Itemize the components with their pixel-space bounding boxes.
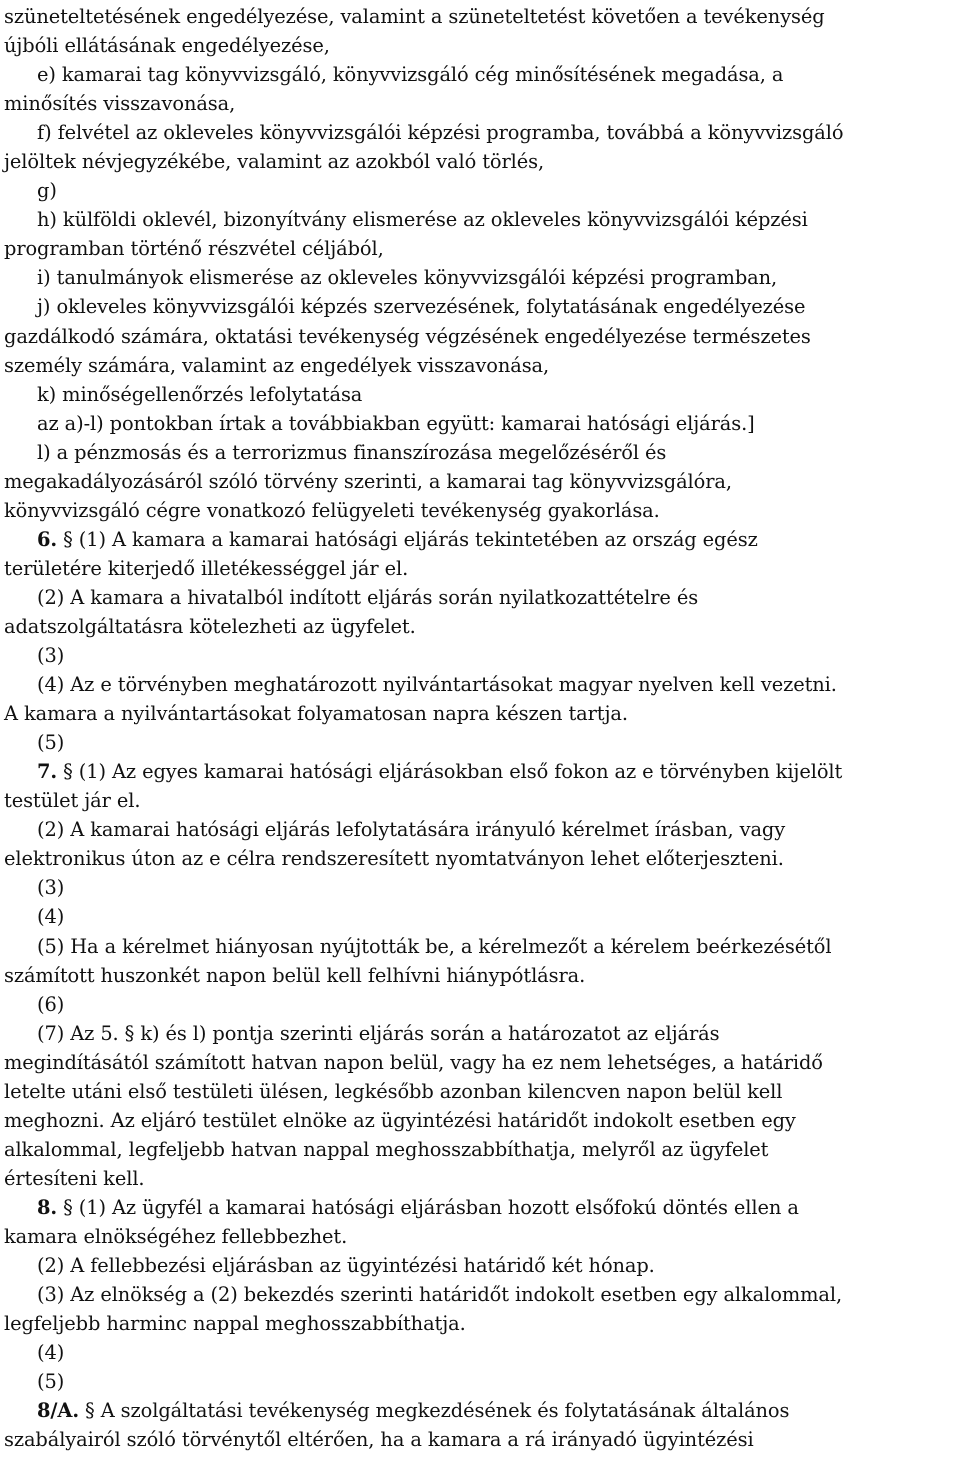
line-text: újbóli ellátásának engedélyezése,	[4, 34, 330, 58]
text-line	[4, 670, 958, 699]
line-text: k) minőségellenőrzés lefolytatása	[37, 382, 363, 406]
text-line	[4, 409, 958, 438]
line-text: jelöltek névjegyzékébe, valamint az azokból való törlés,	[4, 150, 545, 174]
text-line	[4, 2, 958, 31]
section-number: 7.	[37, 760, 58, 784]
line-text: gazdálkodó számára, oktatási tevékenység végzésének engedélyezése természetes	[4, 324, 811, 348]
line-text: g)	[37, 179, 57, 203]
text-line	[4, 990, 958, 1019]
text-line	[4, 786, 958, 815]
section-number: 8.	[37, 1195, 58, 1219]
line-text: az a)-l) pontokban írtak a továbbiakban együtt: kamarai hatósági eljárás.]	[37, 411, 755, 435]
text-line	[4, 1425, 958, 1454]
line-text: szüneteltetésének engedélyezése, valamint a szüneteltetést követően a tevékenység	[4, 5, 825, 28]
text-line	[4, 932, 958, 961]
text-line	[4, 757, 958, 786]
line-text: (2) A kamarai hatósági eljárás lefolytatására irányuló kérelmet írásban, vagy	[37, 818, 786, 842]
line-text: § (1) A kamara a kamarai hatósági eljárás tekintetében az ország egész	[57, 527, 758, 551]
text-line	[4, 612, 958, 641]
line-text: (5)	[37, 731, 65, 755]
line-text: (3)	[37, 876, 65, 900]
text-line	[4, 815, 958, 844]
text-line	[4, 583, 958, 612]
line-text: kamara elnökségéhez fellebbezhet.	[4, 1224, 348, 1248]
text-line	[4, 118, 958, 147]
line-text: l) a pénzmosás és a terrorizmus finanszírozása megelőzéséről és	[37, 440, 667, 464]
text-line	[4, 1135, 958, 1164]
line-text: adatszolgáltatásra kötelezheti az ügyfelet.	[4, 614, 416, 638]
text-line	[4, 380, 958, 409]
section-number: 6.	[37, 527, 58, 551]
text-line	[4, 1077, 958, 1106]
line-text: i) tanulmányok elismerése az okleveles könyvvizsgálói képzési programban,	[37, 266, 778, 290]
line-text: (4) Az e törvényben meghatározott nyilvántartásokat magyar nyelven kell vezetni.	[37, 673, 837, 697]
line-text: (4)	[37, 905, 65, 929]
line-text: testület jár el.	[4, 789, 141, 813]
line-text: (5)	[37, 1370, 65, 1394]
line-text: A kamara a nyilvántartásokat folyamatosan napra készen tartja.	[4, 702, 628, 726]
line-text: meghozni. Az eljáró testület elnöke az ügyintézési határidőt indokolt esetben egy	[4, 1108, 796, 1132]
line-text: értesíteni kell.	[4, 1166, 145, 1190]
text-line	[4, 1280, 958, 1309]
text-line	[4, 1193, 958, 1222]
text-line	[4, 351, 958, 380]
text-line	[4, 496, 958, 525]
line-text: minősítés visszavonása,	[4, 92, 236, 116]
line-text: megindításától számított hatvan napon belül, vagy ha ez nem lehetséges, a határidő	[4, 1050, 823, 1074]
line-text: (2) A kamara a hivatalból indított eljárás során nyilatkozattételre és	[37, 585, 699, 609]
text-line	[4, 1396, 958, 1425]
line-text: legfeljebb harminc nappal meghosszabbíthatja.	[4, 1312, 466, 1336]
line-text: f) felvétel az okleveles könyvvizsgálói képzési programba, továbbá a könyvvizsgáló	[37, 121, 844, 145]
text-line	[4, 263, 958, 292]
line-text: (7) Az 5. § k) és l) pontja szerinti eljárás során a határozatot az eljárás	[37, 1021, 720, 1045]
line-text: könyvvizsgáló cégre vonatkozó felügyeleti tevékenység gyakorlása.	[4, 498, 660, 522]
text-line	[4, 176, 958, 205]
line-text: h) külföldi oklevél, bizonyítvány elismerése az okleveles könyvvizsgálói képzési	[37, 208, 808, 232]
line-text: e) kamarai tag könyvvizsgáló, könyvvizsgáló cég minősítésének megadása, a	[37, 63, 784, 87]
text-line	[4, 1048, 958, 1077]
line-text: letelte utáni első testületi ülésen, legkésőbb azonban kilencven napon belül kell	[4, 1079, 783, 1103]
text-line	[4, 902, 958, 931]
text-line	[4, 467, 958, 496]
text-line	[4, 89, 958, 118]
text-line	[4, 873, 958, 902]
text-line	[4, 205, 958, 234]
text-line	[4, 438, 958, 467]
line-text: (3)	[37, 644, 65, 668]
text-line	[4, 641, 958, 670]
text-line	[4, 31, 958, 60]
line-text: szabályairól szóló törvénytől eltérően, ha a kamara a rá irányadó ügyintézési	[4, 1428, 754, 1452]
text-line	[4, 322, 958, 351]
line-text: programban történő részvétel céljából,	[4, 237, 384, 261]
line-text: személy számára, valamint az engedélyek visszavonása,	[4, 353, 550, 377]
text-line	[4, 1222, 958, 1251]
line-text: (2) A fellebbezési eljárásban az ügyintézési határidő két hónap.	[37, 1254, 655, 1278]
line-text: § (1) Az egyes kamarai hatósági eljárásokban első fokon az e törvényben kijelölt	[57, 760, 843, 784]
line-text: alkalommal, legfeljebb hatvan nappal meghosszabbíthatja, melyről az ügyfelet	[4, 1137, 769, 1161]
text-line	[4, 1338, 958, 1367]
text-line	[4, 1367, 958, 1396]
text-line	[4, 554, 958, 583]
text-line	[4, 728, 958, 757]
text-line	[4, 844, 958, 873]
document-body	[4, 2, 958, 1454]
text-line	[4, 1251, 958, 1280]
line-text: számított huszonkét napon belül kell felhívni hiánypótlásra.	[4, 963, 586, 987]
line-text: elektronikus úton az e célra rendszeresített nyomtatványon lehet előterjeszteni.	[4, 847, 784, 871]
text-line	[4, 234, 958, 263]
line-text: § A szolgáltatási tevékenység megkezdésének és folytatásának általános	[78, 1399, 790, 1423]
text-line	[4, 147, 958, 176]
text-line	[4, 961, 958, 990]
line-text: (4)	[37, 1341, 65, 1365]
text-line	[4, 292, 958, 321]
text-line	[4, 60, 958, 89]
text-line	[4, 1164, 958, 1193]
text-line	[4, 1106, 958, 1135]
text-line	[4, 525, 958, 554]
line-text: j) okleveles könyvvizsgálói képzés szervezésének, folytatásának engedélyezése	[37, 295, 806, 319]
line-text: (6)	[37, 992, 65, 1016]
line-text: megakadályozásáról szóló törvény szerinti, a kamarai tag könyvvizsgálóra,	[4, 469, 732, 493]
line-text: § (1) Az ügyfél a kamarai hatósági eljárásban hozott elsőfokú döntés ellen a	[57, 1195, 799, 1219]
line-text: (3) Az elnökség a (2) bekezdés szerinti határidőt indokolt esetben egy alkalommal,	[37, 1283, 843, 1307]
line-text: (5) Ha a kérelmet hiányosan nyújtották be, a kérelmezőt a kérelem beérkezésétől	[37, 934, 832, 958]
section-number: 8/A.	[37, 1399, 79, 1423]
text-line	[4, 1019, 958, 1048]
line-text: területére kiterjedő illetékességgel jár el.	[4, 556, 409, 580]
text-line	[4, 1309, 958, 1338]
text-line	[4, 699, 958, 728]
